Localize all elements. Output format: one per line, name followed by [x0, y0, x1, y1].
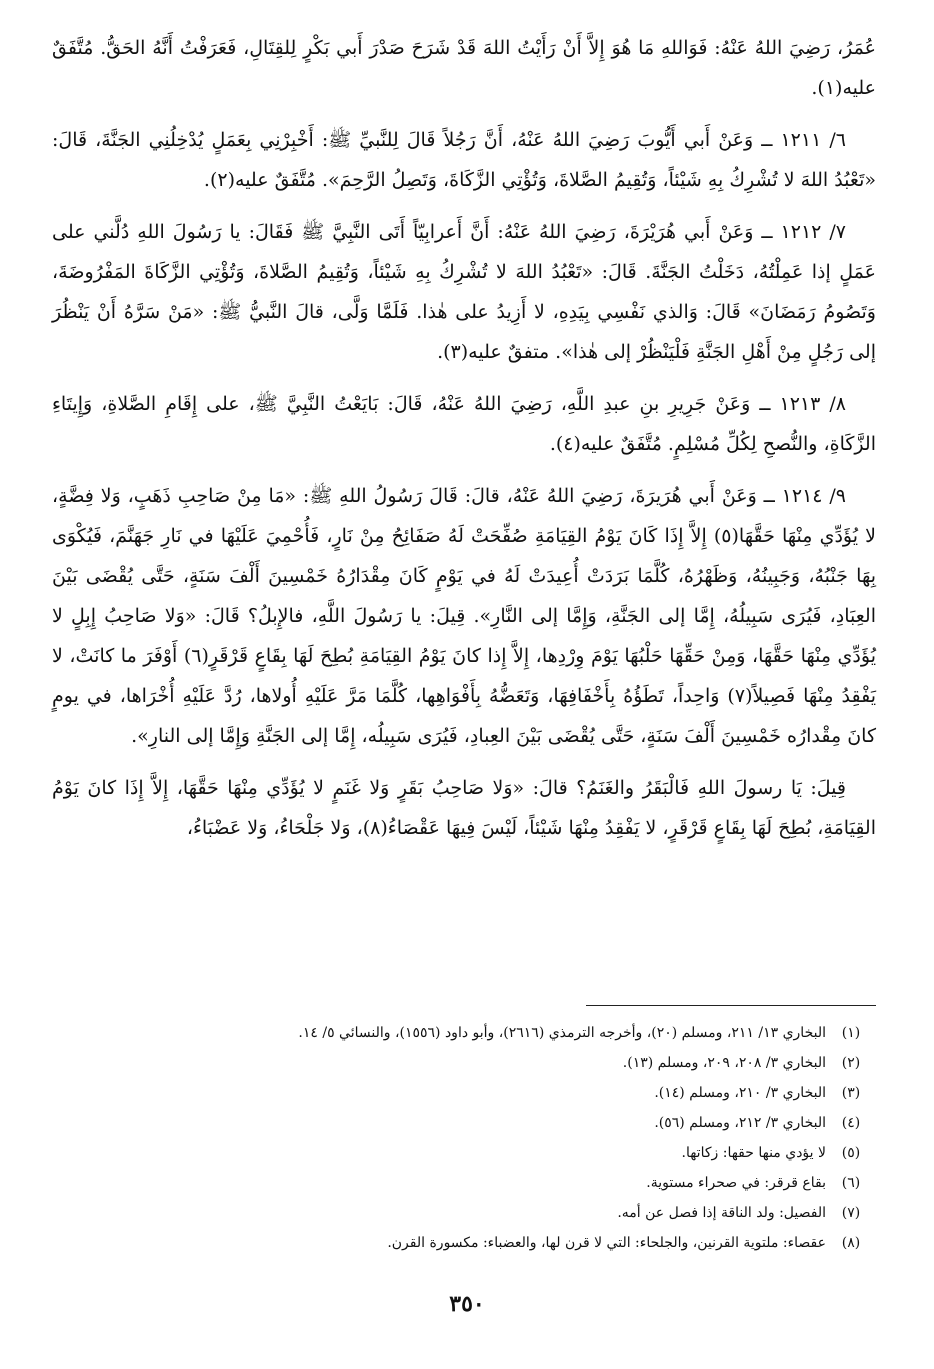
footnote-text: عقصاء: ملتوية القرنين، والجلحاء: التي لا قرن لها، والعضباء: مكسورة القرن. [387, 1235, 826, 1251]
footnote-number: (٥) [841, 1145, 861, 1161]
footnote-number: (١) [841, 1025, 861, 1041]
footnote [52, 1108, 876, 1138]
footnote [52, 1078, 876, 1108]
footnote [52, 1138, 876, 1168]
page-number: ٣٥٠ [449, 1291, 485, 1317]
footnote-text: البخاري ٣/ ٢١٢، ومسلم (٥٦). [654, 1115, 826, 1131]
footnote-text: الفصيل: ولد الناقة إذا فصل عن أمه. [617, 1205, 826, 1221]
footnote [52, 1168, 876, 1198]
hadith-1214-continued: قِيلَ: يَا رسولَ اللهِ فَالْبَقَرُ والغَنَمُ؟ قالَ: «وَلا صَاحِبُ بَقَرٍ وَلا غَنَمٍ لا يُؤَدِّي مِنْهَا حَقَّهَا، إِلاَّ إِذَا كانَ يَوْمُ القِيَامَةِ، بُطِحَ لَهَا بِقَاعٍ قَرْقَرٍ، لا يَفْقِدُ مِنْهَا شَيْئاً، لَيْسَ فِيهَا عَقْصَاءُ(٨)، وَلا جَلْحَاءُ، وَلا عَضْبَاءُ، [52, 777, 876, 839]
main-text [52, 28, 876, 860]
footnote-text: البخاري ٣/ ٢١٠، ومسلم (١٤). [654, 1085, 826, 1101]
hadith-1214: ٩/ ١٢١٤ ــ وَعَنْ أَبي هُرَيرَةَ، رَضِيَ اللهُ عَنْهُ، قالَ: قَالَ رَسُولُ اللهِ ﷺ: «مَا مِنْ صَاحِبِ ذَهَبٍ، وَلا فِضَّةٍ، لا يُؤَدِّي مِنْهَا حَقَّهَا(٥) إِلاَّ إِذَا كَانَ يَوْمُ القِيَامَةِ صُفِّحَتْ لَهُ صَفَائِحُ مِنْ نَارٍ، فَأُحْمِيَ عَلَيْهَا في نَارِ جَهَنَّمَ، فَيُكْوَى بِهَا جَنْبُهُ، وَجَبِينُهُ، وَظَهْرُهُ، كُلَّمَا بَرَدَتْ أُعِيدَتْ لَهُ في يَوْمٍ كَانَ مِقْدَارُهُ خَمْسِينَ أَلْفَ سَنَةٍ، حَتَّى يُقْضَى بَيْنَ العِبَادِ، فَيُرَى سَبِيلُهُ، إِمَّا إلى الجَنَّةِ، وَإِمَّا إلى النَّارِ». قِيلَ: يا رَسُولَ اللَّهِ، فالإِبلُ؟ قَالَ: «وَلا صَاحِبُ إِبِلٍ لا يُؤَدِّي مِنْهَا حَقَّهَا، وَمِنْ حَقِّهَا حَلْبُهَا يَوْمَ وِرْدِها، إِلاَّ إِذا كانَ يَوْمُ القِيَامَةِ بُطِحَ لَهَا بِقَاعٍ قَرْقَرٍ(٦) أَوْفَرَ ما كانَتْ، لا يَفْقِدُ مِنْهَا فَصِيلاً(٧) وَاحِداً، تَطَؤُهُ بِأَخْفَافِهَا، وَتَعَضُّهُ بِأَفْوَاهِها، كُلَّمَا مَرَّ عَلَيْهِ أُولاها، رُدَّ عَلَيْهِ أُخْرَاها، في يومٍ كانَ مِقْدارُه خَمْسِينَ أَلْفَ سَنَةٍ، حَتَّى يُقْضَى بَيْنَ العِبادِ، فَيُرَى سَبِيلُه، إِمَّا إلى الجَنَّةِ وَإِمَّا إلى النارِ». [52, 485, 877, 747]
footnote-text: البخاري ١٣/ ٢١١، ومسلم (٢٠)، وأخرجه الترمذي (٢٦١٦)، وأبو داود (١٥٥٦)، والنسائي ٥/ ١٤. [298, 1025, 826, 1041]
footnote-divider [586, 1005, 876, 1006]
footnote-number: (٧) [841, 1205, 861, 1221]
footnote-text: البخاري ٣/ ٢٠٨، ٢٠٩، ومسلم (١٣). [622, 1055, 826, 1071]
footnote [52, 1048, 876, 1078]
hadith-1211: ٦/ ١٢١١ ــ وَعَنْ أَبي أَيُّوبَ رَضِيَ اللهُ عَنْهُ، أَنَّ رَجُلاً قَالَ لِلنَّبيِّ ﷺ: أَخْبِرْنِي بِعَمَلٍ يُدْخِلُنِي الجَنَّةَ، قَالَ: «تَعْبُدُ اللهَ لا تُشْرِكُ بِهِ شَيْئاً، وَتُقِيمُ الصَّلاةَ، وَتُؤْتِي الزَّكَاةَ، وَتَصِلُ الرَّحِمَ». مُتَّفَقٌ عليه(٢). [52, 129, 876, 191]
footnote-text: بقاع قرقر: في صحراء مستوية. [646, 1175, 826, 1191]
footnote [52, 1018, 876, 1048]
hadith-1212: ٧/ ١٢١٢ ــ وَعَنْ أَبي هُرَيْرَةَ، رَضِيَ اللهُ عَنْهُ: أَنَّ أَعرابِيّاً أَتَى النَّبِيَّ ﷺ فَقَالَ: يا رَسُولَ اللهِ دُلَّني على عَمَلٍ إذا عَمِلْتُهُ، دَخَلْتُ الجَنَّةَ. قَالَ: «تَعْبُدُ اللهَ لا تُشْرِكُ بِهِ شَيْئاً، وَتُقِيمُ الصَّلاةَ، وَتُؤْتِي الزَّكَاةَ المَفْرُوضَةَ، وَتَصُومُ رَمَضَانَ» قَالَ: وَالذي نَفْسِي بِيَدِهِ، لا أَزِيدُ على هٰذا. فَلَمَّا وَلَّى، قالَ النَّبيُّ ﷺ: «مَنْ سَرَّهُ أَنْ يَنْظُرَ إلى رَجُلٍ مِنْ أَهْلِ الجَنَّةِ فَلْيَنْظُرْ إلى هٰذا». متفقٌ عليه(٣). [52, 221, 876, 363]
footnote-number: (٨) [841, 1235, 861, 1251]
footnote-text: لا يؤدي منها حقها: زكاتها. [681, 1145, 826, 1161]
footnote-number: (٣) [841, 1085, 861, 1101]
footnote-number: (٦) [841, 1175, 861, 1191]
footnote [52, 1198, 876, 1228]
footnotes [52, 1018, 876, 1258]
footnote [52, 1228, 876, 1258]
footnote-number: (٤) [841, 1115, 861, 1131]
footnote-number: (٢) [841, 1055, 861, 1071]
hadith-1213: ٨/ ١٢١٣ ــ وَعَنْ جَرِيرِ بنِ عبدِ اللَّهِ، رَضِيَ اللهُ عَنْهُ، قَالَ: بَايَعْتُ النَّبِيَّ ﷺ، على إِقَامِ الصَّلاةِ، وَإِيتَاءِ الزَّكَاةِ، والنُّصحِ لِكُلِّ مُسْلِمٍ. مُتَّفَقٌ عليه(٤). [52, 393, 876, 455]
paragraph-continuation: عُمَرُ، رَضِيَ اللهُ عَنْهُ: فَوَاللهِ مَا هُوَ إِلاَّ أَنْ رَأَيْتُ اللهَ قَدْ شَرَحَ صَدْرَ أَبي بَكْرٍ لِلقِتَالِ، فَعَرَفْتُ أَنَّهُ الحَقُّ. مُتَّفَقٌ عليه(١). [52, 37, 876, 99]
